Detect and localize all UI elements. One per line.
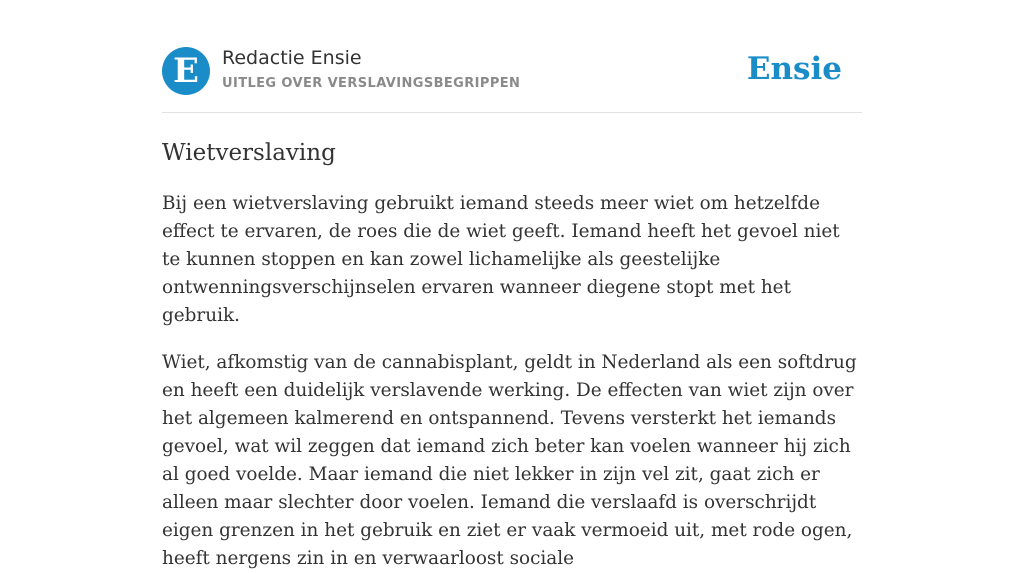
page-title: Wietverslaving [162, 140, 336, 166]
brand-logo[interactable]: Ensie [746, 51, 842, 87]
header [162, 0, 862, 113]
author-name[interactable]: Redactie Ensie [222, 47, 362, 69]
paragraph: Bij een wietverslaving gebruikt iemand steeds meer wiet om hetzelfde effect te ervaren, de roes die de wiet geeft. Iemand heeft het gevoel niet te kunnen stoppen en kan zowel lichamelijke als geestelijke ontwenningsverschijnselen ervaren wanneer diegene stopt met het gebruik. [162, 193, 840, 326]
avatar[interactable]: E [162, 47, 210, 95]
collection-subtitle[interactable]: UITLEG OVER VERSLAVINGSBEGRIPPEN [222, 76, 521, 91]
paragraph: Wiet, afkomstig van de cannabisplant, geldt in Nederland als een softdrug en heeft een duidelijk verslavende werking. De effecten van wiet zijn over het algemeen kalmerend en ontspannend. Tevens versterkt het iemands gevoel, wat wil zeggen dat iemand zich beter kan voelen wanneer hij zich al goed voelde. Maar iemand die niet lekker in zijn vel zit, gaat zich er alleen maar slechter door voelen. Iemand die verslaafd is overschrijdt eigen grenzen in het gebruik en ziet er vaak vermoeid uit, met rode ogen, heeft nergens zin in en verwaarloost sociale [162, 352, 857, 569]
article-body [162, 190, 862, 573]
content-container [162, 0, 862, 573]
